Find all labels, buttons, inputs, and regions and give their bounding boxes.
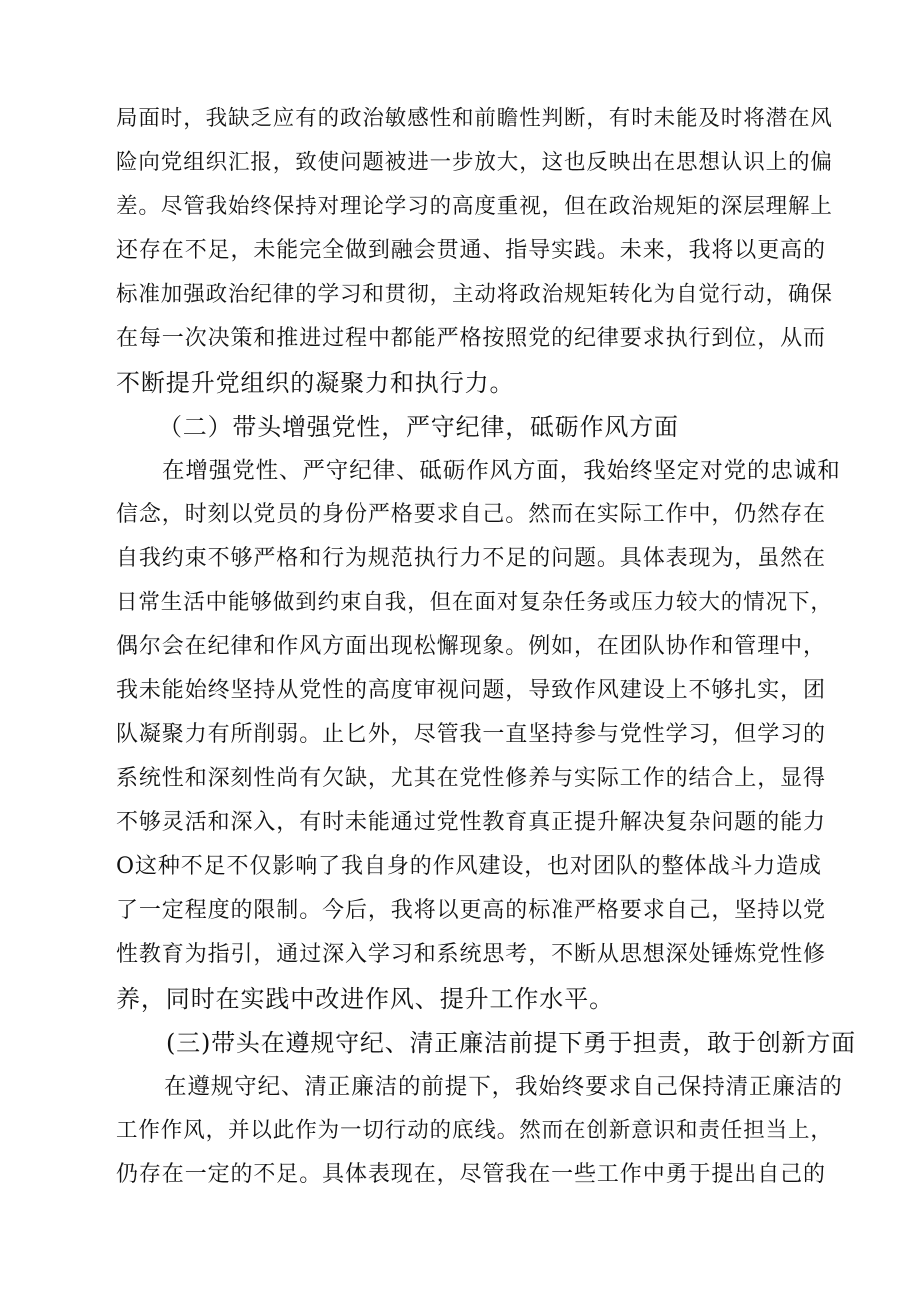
paragraph-2-line: 在增强党性、严守纪律、砥砺作风方面，我始终坚定对党的忠诚和 [162, 458, 841, 484]
paragraph-1-line: 差。尽管我始终保持对理论学习的高度重视，但在政治规矩的深层理解上 [116, 194, 833, 219]
paragraph-1-line: 不断提升党组织的凝聚力和执行力。 [116, 369, 515, 397]
paragraph-1-line: 险向党组织汇报，致使问题被进一步放大，这也反映出在思想认识上的偏 [116, 150, 833, 175]
paragraph-1-line: 局面时，我缺乏应有的政治敏感性和前瞻性判断，有时未能及时将潜在风 [116, 106, 833, 131]
paragraph-2-line: 我未能始终坚持从党性的高度审视问题，导致作风建设上不够扎实，团 [116, 678, 826, 703]
paragraph-2-line: O这种不足不仅影响了我自身的作风建设，也对团队的整体战斗力造成 [116, 854, 822, 879]
paragraph-3-line: 仍存在一定的不足。具体表现在，尽管我在一些工作中勇于提出自己的 [116, 1162, 826, 1187]
paragraph-2-line: 养，同时在实践中改进作风、提升工作水平。 [116, 985, 614, 1013]
paragraph-2-line: 信念，时刻以党员的身份严格要求自己。然而在实际工作中，仍然存在 [116, 502, 826, 527]
paragraph-1-line: 标准加强政治纪律的学习和贯彻，主动将政治规矩转化为自觉行动，确保 [116, 282, 833, 307]
paragraph-3-line: 工作作风，并以此作为一切行动的底线。然而在创新意识和责任担当上， [116, 1118, 833, 1143]
section-heading-2: （二）带头增强党性，严守纪律，砥砺作风方面 [158, 413, 679, 441]
paragraph-2-line: 日常生活中能够做到约束自我，但在面对复杂任务或压力较大的情况下， [116, 590, 833, 615]
paragraph-3-line: 在遵规守纪、清正廉洁的前提下，我始终要求自己保持清正廉洁的 [164, 1074, 843, 1100]
paragraph-2-line: 系统性和深刻性尚有欠缺，尤其在党性修养与实际工作的结合上，显得 [116, 766, 826, 791]
paragraph-2-line: 偶尔会在纪律和作风方面出现松懈现象。例如，在团队协作和管理中， [116, 634, 826, 659]
paragraph-1-line: 还存在不足，未能完全做到融会贯通、指导实践。未来，我将以更高的 [116, 238, 826, 263]
section-heading-3: (三)带头在遵规守纪、清正廉洁前提下勇于担责，敢于创新方面 [166, 1029, 856, 1057]
paragraph-2-line: 不够灵活和深入，有时未能通过党性教育真正提升解决复杂问题的能力 [116, 810, 826, 835]
paragraph-2-line: 了一定程度的限制。今后，我将以更高的标准严格要求自己，坚持以党 [116, 898, 826, 923]
paragraph-2-line: 性教育为指引，通过深入学习和系统思考，不断从思想深处锤炼党性修 [116, 942, 826, 967]
paragraph-2-line: 自我约束不够严格和行为规范执行力不足的问题。具体表现为，虽然在 [116, 546, 826, 571]
paragraph-2-line: 队凝聚力有所削弱。止匕外，尽管我一直坚持参与党性学习，但学习的 [116, 722, 826, 747]
paragraph-1-line: 在每一次决策和推进过程中都能严格按照党的纪律要求执行到位，从而 [116, 326, 826, 351]
